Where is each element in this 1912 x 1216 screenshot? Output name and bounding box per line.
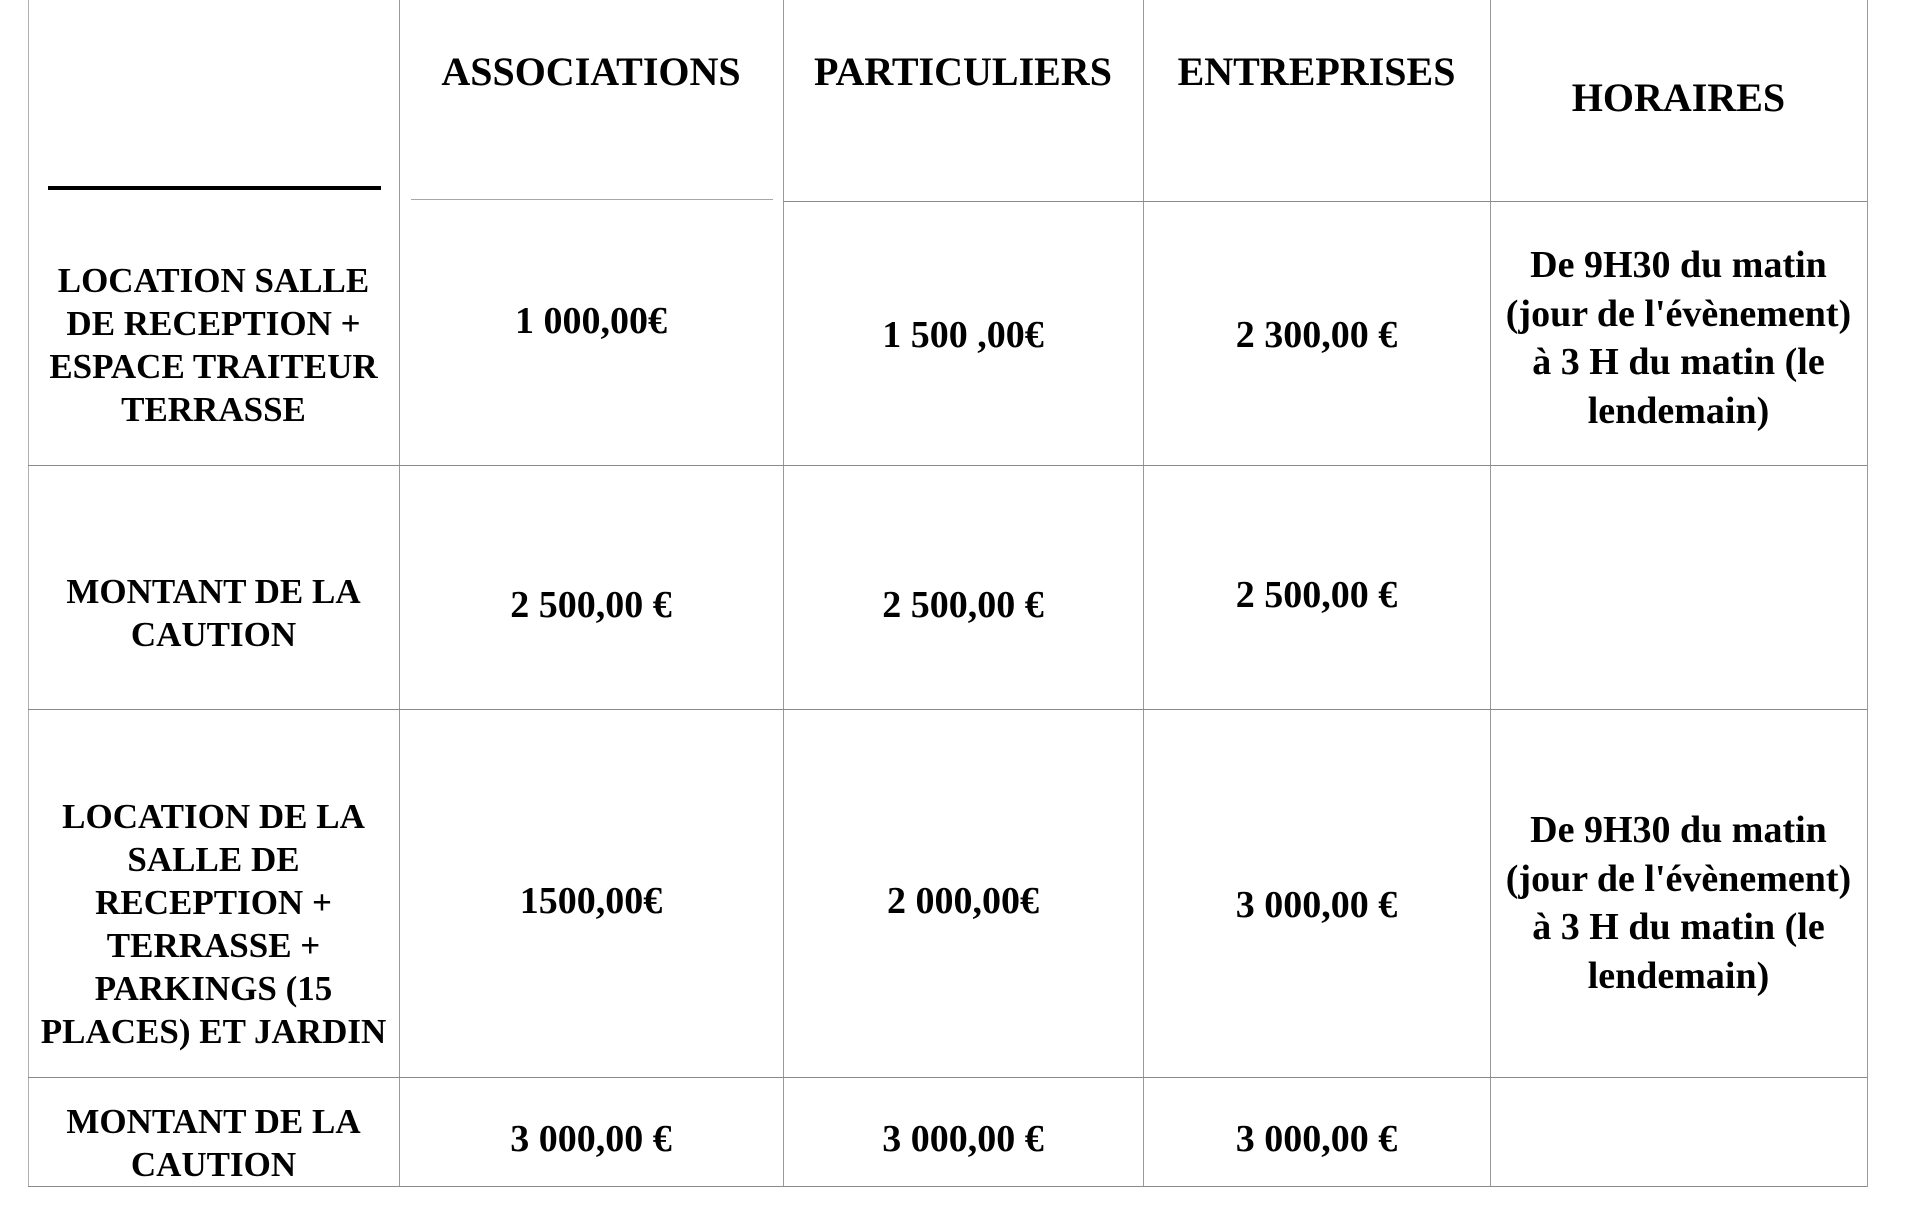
horaires-empty: [1490, 466, 1867, 709]
horaires-text: De 9H30 du matin (jour de l'évènement) à 3 H du matin (le lendemain): [1505, 244, 1852, 432]
price-associations: 1 000,00€: [515, 300, 667, 342]
row-label-caution: MONTANT DE LA CAUTION: [66, 1102, 361, 1184]
row-label-location-salle-jardin: LOCATION DE LA SALLE DE RECEPTION + TERRASSE + PARKINGS (15 PLACES) ET JARDIN: [40, 797, 387, 1051]
row-label-location-salle: LOCATION SALLE DE RECEPTION + ESPACE TRAITEUR TERRASSE: [49, 261, 378, 429]
price-associations: 1500,00€: [519, 880, 663, 922]
price-entreprises: 2 300,00 €: [1235, 314, 1398, 356]
horaires-text: De 9H30 du matin (jour de l'évènement) à 3 H du matin (le lendemain): [1505, 809, 1852, 997]
caution-entreprises: 2 500,00 €: [1235, 574, 1398, 616]
header-divider-associations: [411, 199, 773, 200]
caution-associations: 3 000,00 €: [510, 1118, 672, 1160]
caution-particuliers: 2 500,00 €: [882, 584, 1044, 626]
horaires-empty: [1490, 1078, 1867, 1186]
row-label-caution: MONTANT DE LA CAUTION: [66, 572, 361, 654]
caution-entreprises: 3 000,00 €: [1235, 1118, 1398, 1160]
price-particuliers: 2 000,00€: [887, 880, 1039, 922]
header-particuliers: PARTICULIERS: [814, 49, 1112, 94]
header-associations: ASSOCIATIONS: [441, 49, 741, 94]
table-border-right: [1867, 0, 1868, 1187]
header-divider: [783, 201, 1867, 202]
header-horaires: HORAIRES: [1571, 75, 1786, 120]
price-entreprises: 3 000,00 €: [1235, 884, 1398, 926]
header-underline: [48, 186, 381, 190]
caution-particuliers: 3 000,00 €: [882, 1118, 1044, 1160]
row-divider: [28, 709, 1867, 710]
price-particuliers: 1 500 ,00€: [882, 314, 1044, 356]
caution-associations: 2 500,00 €: [510, 584, 672, 626]
header-entreprises: ENTREPRISES: [1177, 49, 1456, 94]
